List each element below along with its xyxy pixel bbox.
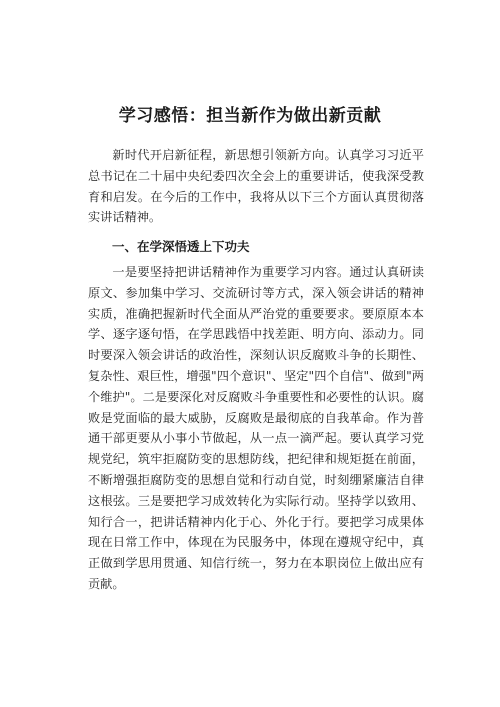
- document-title: 学习感悟：担当新作为做出新贡献: [118, 106, 382, 127]
- section-body-paragraph: 一是要坚持把讲话精神作为重要学习内容。通过认真研读原文、参加集中学习、交流研讨等方式，深入领会讲话的精神实质，准确把握新时代全面从严治党的重要要求。要原原本本学、逐字逐句悟，在学思践悟中找差距、明方向、添动力。同时要深入领会讲话的政治性，深刻认识反腐败斗争的长期性、复杂性、艰巨性，增强"四个意识"、坚定"四个自信"、做到"两个维护"。二是要深化对反腐败斗争重要性和必要性的认识。腐败是党面临的最大威胁，反腐败是最彻底的自我革命。作为普通干部更要从小事小节做起，从一点一滴严起。要认真学习党规党纪，筑牢拒腐防变的思想防线，把纪律和规矩挺在前面，不断增强拒腐防变的思想自觉和行动自觉，时刻绷紧廉洁自律这根弦。三是要把学习成效转化为实际行动。坚持学以致用、知行合一，把讲话精神内化于心、外化于行。要把学习成果体现在日常工作中，体现在为民服务中，体现在遵规守纪中，真正做到学思用贯通、知信行统一，努力在本职岗位上做出应有贡献。: [88, 265, 424, 591]
- section-heading: 一、在学深悟透上下功夫: [112, 239, 250, 254]
- intro-paragraph: 新时代开启新征程，新思想引领新方向。认真学习习近平总书记在二十届中央纪委四次全会上的重要讲话，使我深受教育和启发。在今后的工作中，我将从以下三个方面认真贯彻落实讲话精神。: [88, 148, 424, 225]
